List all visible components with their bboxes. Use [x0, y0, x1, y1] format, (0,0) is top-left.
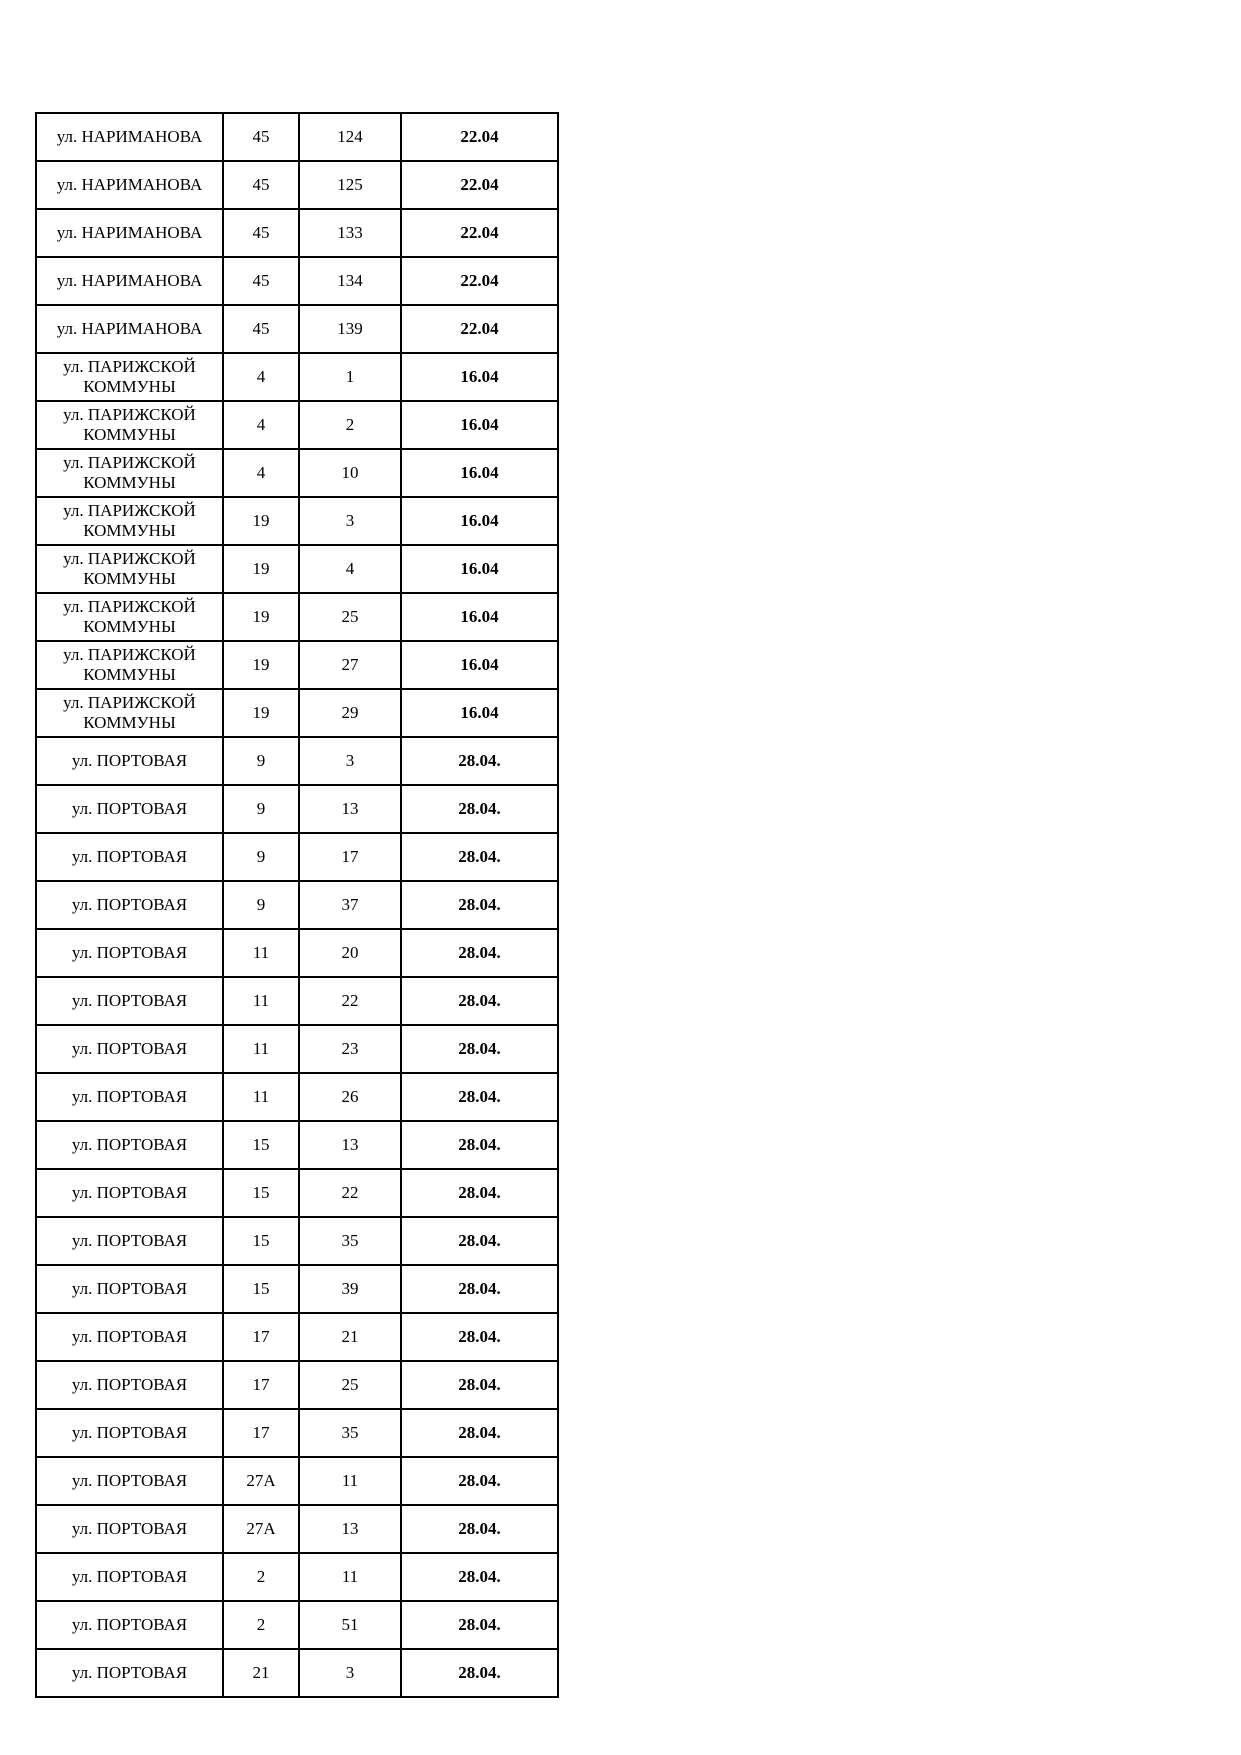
house-number-cell: 17	[223, 1361, 299, 1409]
apartment-number-cell: 20	[299, 929, 401, 977]
house-number-cell: 11	[223, 977, 299, 1025]
apartment-number-cell: 125	[299, 161, 401, 209]
apartment-number-cell: 17	[299, 833, 401, 881]
house-number-cell: 2	[223, 1601, 299, 1649]
house-number-cell: 19	[223, 689, 299, 737]
street-cell: ул. ПОРТОВАЯ	[36, 977, 223, 1025]
date-cell: 28.04.	[401, 737, 558, 785]
table-row	[36, 449, 558, 497]
date-cell: 16.04	[401, 497, 558, 545]
street-cell: ул. ПОРТОВАЯ	[36, 1409, 223, 1457]
street-cell: ул. НАРИМАНОВА	[36, 161, 223, 209]
table-row	[36, 1361, 558, 1409]
street-cell: ул. НАРИМАНОВА	[36, 209, 223, 257]
house-number-cell: 9	[223, 881, 299, 929]
date-cell: 22.04	[401, 209, 558, 257]
table-row	[36, 1025, 558, 1073]
street-cell: ул. ПОРТОВАЯ	[36, 1601, 223, 1649]
apartment-number-cell: 29	[299, 689, 401, 737]
table-row	[36, 1169, 558, 1217]
address-schedule-table-body	[36, 113, 558, 1697]
table-row	[36, 353, 558, 401]
table-row	[36, 641, 558, 689]
table-row	[36, 1649, 558, 1697]
house-number-cell: 15	[223, 1217, 299, 1265]
apartment-number-cell: 39	[299, 1265, 401, 1313]
apartment-number-cell: 10	[299, 449, 401, 497]
street-cell: ул. ПОРТОВАЯ	[36, 1217, 223, 1265]
apartment-number-cell: 124	[299, 113, 401, 161]
street-cell: ул. ПОРТОВАЯ	[36, 1505, 223, 1553]
table-row	[36, 881, 558, 929]
apartment-number-cell: 13	[299, 785, 401, 833]
apartment-number-cell: 25	[299, 593, 401, 641]
table-row	[36, 1217, 558, 1265]
street-cell: ул. ПОРТОВАЯ	[36, 881, 223, 929]
date-cell: 28.04.	[401, 1025, 558, 1073]
house-number-cell: 11	[223, 1025, 299, 1073]
apartment-number-cell: 3	[299, 737, 401, 785]
apartment-number-cell: 133	[299, 209, 401, 257]
house-number-cell: 45	[223, 209, 299, 257]
table-row	[36, 257, 558, 305]
apartment-number-cell: 25	[299, 1361, 401, 1409]
street-cell: ул. ПАРИЖСКОЙ КОММУНЫ	[36, 641, 223, 689]
table-row	[36, 209, 558, 257]
date-cell: 16.04	[401, 689, 558, 737]
table-row	[36, 1457, 558, 1505]
apartment-number-cell: 11	[299, 1553, 401, 1601]
house-number-cell: 9	[223, 737, 299, 785]
table-row	[36, 1553, 558, 1601]
house-number-cell: 45	[223, 161, 299, 209]
apartment-number-cell: 51	[299, 1601, 401, 1649]
street-cell: ул. ПОРТОВАЯ	[36, 737, 223, 785]
date-cell: 28.04.	[401, 1601, 558, 1649]
date-cell: 28.04.	[401, 1409, 558, 1457]
street-cell: ул. ПАРИЖСКОЙ КОММУНЫ	[36, 689, 223, 737]
house-number-cell: 45	[223, 113, 299, 161]
house-number-cell: 19	[223, 545, 299, 593]
date-cell: 28.04.	[401, 1457, 558, 1505]
table-row	[36, 593, 558, 641]
apartment-number-cell: 27	[299, 641, 401, 689]
apartment-number-cell: 21	[299, 1313, 401, 1361]
apartment-number-cell: 3	[299, 1649, 401, 1697]
house-number-cell: 21	[223, 1649, 299, 1697]
date-cell: 16.04	[401, 641, 558, 689]
street-cell: ул. ПАРИЖСКОЙ КОММУНЫ	[36, 401, 223, 449]
table-row	[36, 1121, 558, 1169]
date-cell: 28.04.	[401, 1121, 558, 1169]
house-number-cell: 27А	[223, 1505, 299, 1553]
date-cell: 28.04.	[401, 1361, 558, 1409]
street-cell: ул. ПОРТОВАЯ	[36, 1025, 223, 1073]
date-cell: 16.04	[401, 449, 558, 497]
street-cell: ул. ПОРТОВАЯ	[36, 929, 223, 977]
date-cell: 22.04	[401, 305, 558, 353]
house-number-cell: 2	[223, 1553, 299, 1601]
table-row	[36, 497, 558, 545]
street-cell: ул. ПАРИЖСКОЙ КОММУНЫ	[36, 593, 223, 641]
table-row	[36, 977, 558, 1025]
street-cell: ул. ПАРИЖСКОЙ КОММУНЫ	[36, 545, 223, 593]
house-number-cell: 45	[223, 305, 299, 353]
date-cell: 16.04	[401, 401, 558, 449]
table-row	[36, 833, 558, 881]
apartment-number-cell: 26	[299, 1073, 401, 1121]
street-cell: ул. ПОРТОВАЯ	[36, 1313, 223, 1361]
date-cell: 28.04.	[401, 929, 558, 977]
table-row	[36, 737, 558, 785]
house-number-cell: 4	[223, 401, 299, 449]
date-cell: 28.04.	[401, 977, 558, 1025]
street-cell: ул. ПАРИЖСКОЙ КОММУНЫ	[36, 353, 223, 401]
date-cell: 28.04.	[401, 881, 558, 929]
apartment-number-cell: 134	[299, 257, 401, 305]
house-number-cell: 19	[223, 497, 299, 545]
table-row	[36, 113, 558, 161]
apartment-number-cell: 22	[299, 1169, 401, 1217]
apartment-number-cell: 1	[299, 353, 401, 401]
house-number-cell: 4	[223, 353, 299, 401]
house-number-cell: 11	[223, 1073, 299, 1121]
date-cell: 16.04	[401, 353, 558, 401]
street-cell: ул. ПОРТОВАЯ	[36, 1073, 223, 1121]
apartment-number-cell: 11	[299, 1457, 401, 1505]
apartment-number-cell: 2	[299, 401, 401, 449]
house-number-cell: 15	[223, 1169, 299, 1217]
date-cell: 28.04.	[401, 1313, 558, 1361]
date-cell: 28.04.	[401, 1505, 558, 1553]
table-row	[36, 1505, 558, 1553]
table-row	[36, 305, 558, 353]
street-cell: ул. ПОРТОВАЯ	[36, 1121, 223, 1169]
apartment-number-cell: 35	[299, 1217, 401, 1265]
date-cell: 28.04.	[401, 1553, 558, 1601]
table-row	[36, 689, 558, 737]
street-cell: ул. ПОРТОВАЯ	[36, 1553, 223, 1601]
table-row	[36, 545, 558, 593]
date-cell: 28.04.	[401, 1169, 558, 1217]
house-number-cell: 45	[223, 257, 299, 305]
house-number-cell: 4	[223, 449, 299, 497]
table-row	[36, 401, 558, 449]
street-cell: ул. ПОРТОВАЯ	[36, 785, 223, 833]
street-cell: ул. ПОРТОВАЯ	[36, 1265, 223, 1313]
house-number-cell: 9	[223, 785, 299, 833]
house-number-cell: 19	[223, 641, 299, 689]
apartment-number-cell: 13	[299, 1505, 401, 1553]
apartment-number-cell: 23	[299, 1025, 401, 1073]
house-number-cell: 11	[223, 929, 299, 977]
table-row	[36, 1313, 558, 1361]
date-cell: 28.04.	[401, 1649, 558, 1697]
table-row	[36, 161, 558, 209]
street-cell: ул. НАРИМАНОВА	[36, 113, 223, 161]
table-row	[36, 1265, 558, 1313]
date-cell: 16.04	[401, 545, 558, 593]
apartment-number-cell: 4	[299, 545, 401, 593]
date-cell: 28.04.	[401, 785, 558, 833]
table-row	[36, 929, 558, 977]
date-cell: 28.04.	[401, 1265, 558, 1313]
street-cell: ул. ПОРТОВАЯ	[36, 1169, 223, 1217]
table-row	[36, 1601, 558, 1649]
address-schedule-table	[35, 112, 559, 1698]
date-cell: 28.04.	[401, 1217, 558, 1265]
street-cell: ул. НАРИМАНОВА	[36, 257, 223, 305]
apartment-number-cell: 35	[299, 1409, 401, 1457]
house-number-cell: 9	[223, 833, 299, 881]
table-row	[36, 785, 558, 833]
apartment-number-cell: 139	[299, 305, 401, 353]
date-cell: 22.04	[401, 113, 558, 161]
street-cell: ул. ПОРТОВАЯ	[36, 1457, 223, 1505]
street-cell: ул. ПАРИЖСКОЙ КОММУНЫ	[36, 449, 223, 497]
date-cell: 22.04	[401, 161, 558, 209]
apartment-number-cell: 37	[299, 881, 401, 929]
date-cell: 16.04	[401, 593, 558, 641]
house-number-cell: 17	[223, 1313, 299, 1361]
table-row	[36, 1409, 558, 1457]
street-cell: ул. ПОРТОВАЯ	[36, 1361, 223, 1409]
date-cell: 22.04	[401, 257, 558, 305]
street-cell: ул. НАРИМАНОВА	[36, 305, 223, 353]
house-number-cell: 15	[223, 1265, 299, 1313]
house-number-cell: 27А	[223, 1457, 299, 1505]
street-cell: ул. ПОРТОВАЯ	[36, 1649, 223, 1697]
house-number-cell: 19	[223, 593, 299, 641]
house-number-cell: 15	[223, 1121, 299, 1169]
apartment-number-cell: 22	[299, 977, 401, 1025]
street-cell: ул. ПАРИЖСКОЙ КОММУНЫ	[36, 497, 223, 545]
table-row	[36, 1073, 558, 1121]
date-cell: 28.04.	[401, 833, 558, 881]
street-cell: ул. ПОРТОВАЯ	[36, 833, 223, 881]
date-cell: 28.04.	[401, 1073, 558, 1121]
apartment-number-cell: 3	[299, 497, 401, 545]
house-number-cell: 17	[223, 1409, 299, 1457]
apartment-number-cell: 13	[299, 1121, 401, 1169]
